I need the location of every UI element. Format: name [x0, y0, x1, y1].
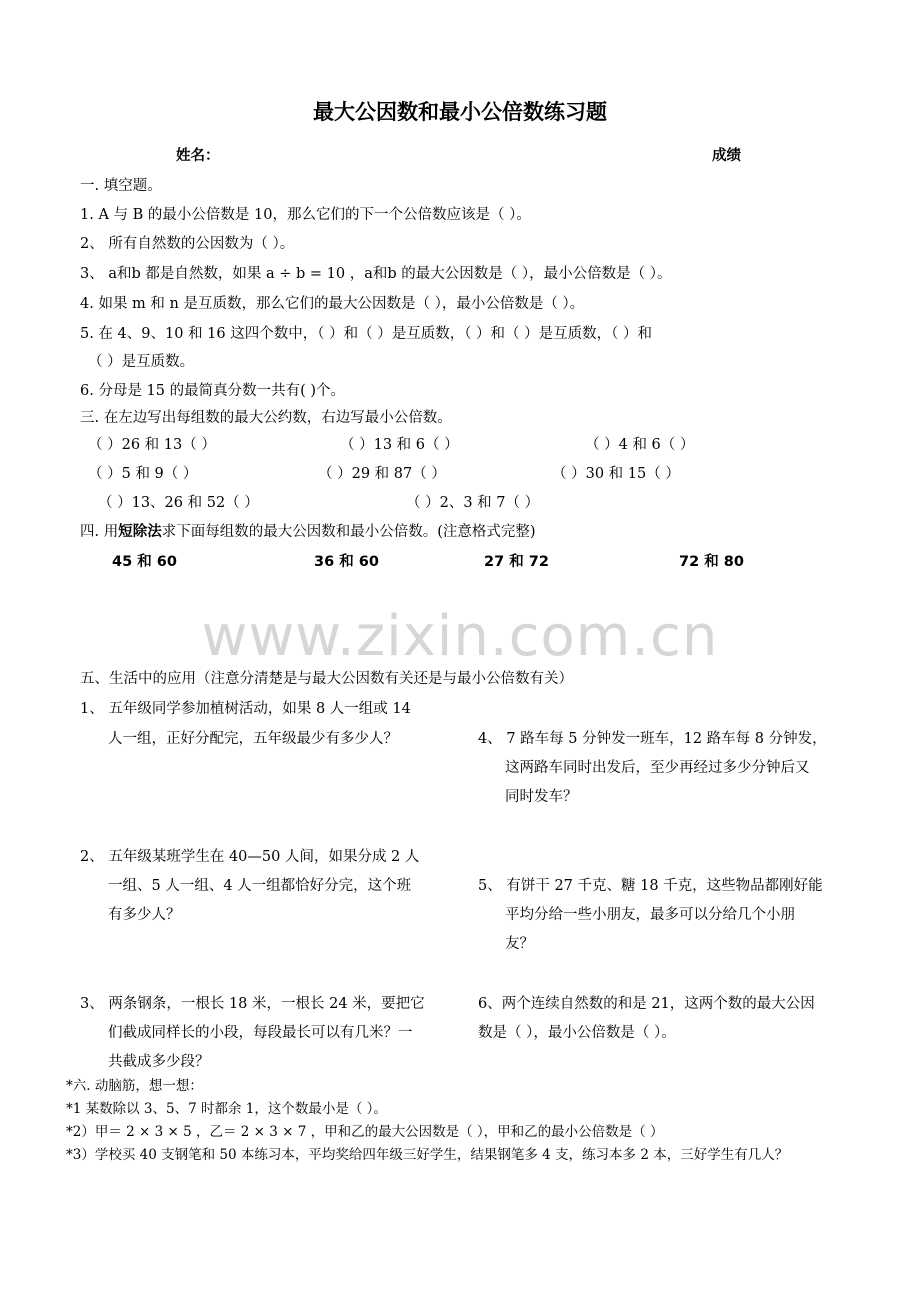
problem-1-line1: 1、 五年级同学参加植树活动，如果 8 人一组或 14 — [80, 701, 411, 717]
number-pair: 45 和 60 — [112, 554, 177, 570]
fill-question-2: 2、 所有自然数的公因数为（ ）。 — [80, 236, 295, 252]
fill-question-6: 6. 分母是 15 的最简真分数一共有( )个。 — [80, 383, 346, 399]
problem-5-line3: 友？ — [505, 936, 534, 952]
gcd-lcm-item: （ ）26 和 13（ ） — [88, 437, 216, 453]
problem-3-line3: 共截成多少段？ — [108, 1054, 210, 1070]
name-label: 姓名： — [176, 148, 220, 164]
gcd-lcm-item: （ ）13 和 6（ ） — [340, 437, 459, 453]
watermark: www.zixin.com.cn — [201, 604, 719, 669]
gcd-lcm-item: （ ）29 和 87（ ） — [318, 466, 446, 482]
problem-3-line1: 3、 两条钢条，一根长 18 米，一根长 24 米，要把它 — [80, 996, 425, 1012]
problem-4-line3: 同时发车？ — [505, 789, 578, 805]
problem-4-line1: 4、 7 路车每 5 分钟发一班车，12 路车每 8 分钟发， — [478, 731, 827, 747]
section6-heading: *六. 动脑筋，想一想： — [66, 1078, 203, 1094]
short-division-term: 短除法 — [118, 524, 162, 540]
problem-5-line2: 平均分给一些小朋友，最多可以分给几个小朋 — [505, 907, 795, 923]
number-pair: 72 和 80 — [679, 554, 744, 570]
fill-question-3: 3、 a和b 都是自然数，如果 a ÷ b = 10 ，a和b 的最大公因数是（ ），最小公倍数是（ ）。 — [80, 266, 672, 282]
problem-1-line2: 人一组，正好分配完，五年级最少有多少人？ — [108, 731, 398, 747]
problem-6-line2: 数是（ ），最小公倍数是（ ）。 — [478, 1025, 676, 1041]
challenge-question-3: *3）学校买 40 支钢笔和 50 本练习本，平均奖给四年级三好学生，结果钢笔多 4 支，练习本多 2 本，三好学生有几人？ — [66, 1147, 789, 1163]
section4-heading-post: 求下面每组数的最大公因数和最小公倍数。(注意格式完整) — [161, 524, 536, 540]
gcd-lcm-item: （ ）13、26 和 52（ ） — [98, 495, 259, 511]
problem-2-line2: 一组、5 人一组、4 人一组都恰好分完，这个班 — [108, 878, 412, 894]
section4-heading — [80, 522, 536, 542]
number-pair: 27 和 72 — [484, 554, 549, 570]
score-label: 成绩 — [712, 148, 741, 164]
fill-question-5-line2: （ ）是互质数。 — [88, 354, 195, 370]
section3-heading: 三. 在左边写出每组数的最大公约数，右边写最小公倍数。 — [80, 410, 452, 426]
section1-heading: 一. 填空题。 — [80, 178, 162, 194]
fill-question-5-line1: 5. 在 4、9、10 和 16 这四个数中，（ ）和（ ）是互质数，（ ）和（ ）是互质数，（ ）和 — [80, 326, 653, 342]
challenge-question-1: *1 某数除以 3、5、7 时都余 1，这个数最小是（ ）。 — [66, 1101, 387, 1117]
problem-3-line2: 们截成同样长的小段，每段最长可以有几米？一 — [108, 1025, 413, 1041]
problem-2-line1: 2、 五年级某班学生在 40—50 人间，如果分成 2 人 — [80, 849, 420, 865]
gcd-lcm-item: （ ）30 和 15（ ） — [552, 466, 680, 482]
gcd-lcm-item: （ ）4 和 6（ ） — [585, 437, 695, 453]
problem-2-line3: 有多少人？ — [108, 907, 181, 923]
section5-heading: 五、生活中的应用（注意分清楚是与最大公因数有关还是与最小公倍数有关） — [80, 671, 573, 687]
gcd-lcm-item: （ ）5 和 9（ ） — [88, 466, 198, 482]
page-title: 最大公因数和最小公倍数练习题 — [313, 100, 607, 124]
problem-5-line1: 5、 有饼干 27 千克、糖 18 千克，这些物品都刚好能 — [478, 878, 823, 894]
fill-question-1: 1. A 与 B 的最小公倍数是 10，那么它们的下一个公倍数应该是（ ）。 — [80, 207, 531, 223]
gcd-lcm-item: （ ）2、3 和 7（ ） — [406, 495, 540, 511]
number-pair: 36 和 60 — [314, 554, 379, 570]
problem-4-line2: 这两路车同时出发后，至少再经过多少分钟后又 — [505, 760, 810, 776]
section4-heading-pre: 四. 用 — [80, 524, 119, 540]
problem-6-line1: 6、两个连续自然数的和是 21，这两个数的最大公因 — [478, 996, 815, 1012]
challenge-question-2: *2）甲＝ 2 × 3 × 5 ，乙＝ 2 × 3 × 7 ，甲和乙的最大公因数是（ ），甲和乙的最小公倍数是（ ） — [66, 1124, 664, 1140]
fill-question-4: 4. 如果 m 和 n 是互质数，那么它们的最大公因数是（ ），最小公倍数是（ ）。 — [80, 296, 585, 312]
